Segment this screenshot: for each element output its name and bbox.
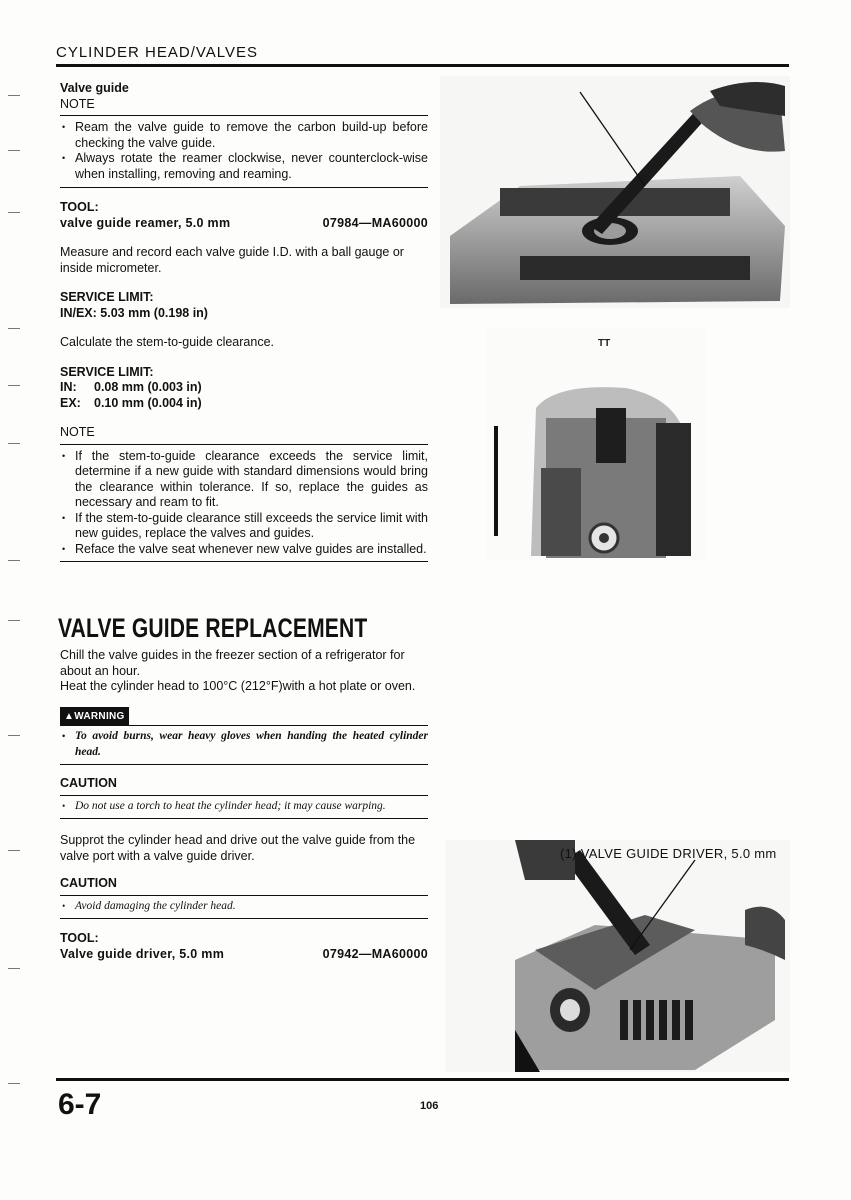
note2-item: • Reface the valve seat whenever new valve guides are installed.: [60, 542, 428, 558]
heat-text: Heat the cylinder head to 100°C (212°F)with a hot plate or oven.: [60, 679, 416, 693]
ex-limit-row: [60, 396, 428, 412]
scan-mark: [8, 150, 20, 151]
scan-mark: [8, 850, 20, 851]
note2-rule-top: [60, 444, 428, 445]
note2-item: • If the stem-to-guide clearance exceeds the service limit, determine if a new guide with standard dimensions would bring the clearance within tolerance. If so, replace the guides as necessary and ream to fit.: [60, 449, 428, 511]
service-limit2-label: SERVICE LIMIT:: [60, 364, 154, 379]
caution1-rule-bottom: [60, 818, 428, 819]
note-rule-bottom: [60, 187, 428, 188]
tool2-row: [60, 947, 428, 963]
note-rule-top: [60, 115, 428, 116]
scan-mark: [8, 968, 20, 969]
scan-mark: [8, 1083, 20, 1084]
note2-list: [60, 449, 428, 558]
valve-guide-section: [60, 81, 428, 562]
sheet-number: 106: [420, 1100, 439, 1112]
warning-triangle-icon: ▲: [64, 710, 75, 722]
scan-mark: [8, 443, 20, 444]
note-label: NOTE: [60, 96, 95, 111]
caution1-label: CAUTION: [60, 776, 117, 790]
caution1-rule-top: [60, 795, 428, 796]
section-title: CYLINDER HEAD/VALVES: [56, 44, 258, 61]
scan-mark: [8, 620, 20, 621]
measure-text: Measure and record each valve guide I.D. with a ball gauge or inside micrometer.: [60, 245, 404, 275]
figure3-driver-photo: [445, 840, 790, 1072]
warning-rule-bottom: [60, 764, 428, 765]
note2-label: NOTE: [60, 425, 95, 439]
tool-number: 07984—MA60000: [322, 215, 428, 230]
scan-mark: [8, 385, 20, 386]
support-text: Supprot the cylinder head and drive out the valve guide from the valve port with a valve guide driver.: [60, 833, 416, 863]
ex-value: 0.10 mm (0.004 in): [94, 395, 202, 410]
header-rule: [56, 64, 789, 67]
in-label: IN:: [60, 380, 77, 394]
in-limit-row: [60, 380, 428, 396]
tool-row: [60, 216, 428, 232]
tool2-name: Valve guide driver, 5.0 mm: [60, 946, 225, 961]
in-value: 0.08 mm (0.003 in): [94, 380, 202, 394]
scan-mark: [8, 212, 20, 213]
figure2-measurement-photo: [486, 328, 706, 560]
note-list: [60, 120, 428, 182]
replacement-section: [60, 648, 428, 962]
figure1-reamer-photo: [440, 76, 790, 308]
replacement-title: VALVE GUIDE REPLACEMENT: [58, 613, 368, 643]
calc-text: Calculate the stem-to-guide clearance.: [60, 335, 275, 349]
footer-rule: [56, 1078, 789, 1081]
warning-badge-label: WARNING: [74, 710, 125, 722]
chill-text: Chill the valve guides in the freezer section of a refrigerator for about an hour.: [60, 648, 405, 678]
figure3-label: (1) VALVE GUIDE DRIVER, 5.0 mm: [560, 846, 777, 861]
caution2-list: [60, 899, 428, 915]
warning-badge: [60, 707, 129, 726]
tool2-number: 07942—MA60000: [322, 946, 428, 961]
caution1-list: [60, 799, 428, 815]
caution1-text: • Do not use a torch to heat the cylinder head; it may cause warping.: [60, 799, 428, 815]
svg-text:TT: TT: [598, 338, 611, 349]
service-limit-label: SERVICE LIMIT:: [60, 290, 154, 304]
warning-list: [60, 729, 428, 760]
note2-item: • If the stem-to-guide clearance still exceeds the service limit with new guides, replace the valves and guides.: [60, 511, 428, 542]
caution2-text: • Avoid damaging the cylinder head.: [60, 899, 428, 915]
note-item: • Ream the valve guide to remove the carbon build-up before checking the valve guide.: [60, 120, 428, 151]
tool-label: TOOL:: [60, 200, 99, 214]
scan-mark: [8, 95, 20, 96]
service-limit-value: IN/EX: 5.03 mm (0.198 in): [60, 305, 208, 320]
warning-rule-top: [60, 725, 428, 726]
scan-mark: [8, 560, 20, 561]
valve-guide-heading: Valve guide: [60, 81, 129, 95]
caution2-rule-bottom: [60, 918, 428, 919]
scan-mark: [8, 328, 20, 329]
tool2-label: TOOL:: [60, 931, 99, 945]
caution2-label: CAUTION: [60, 876, 117, 890]
page-number: 6-7: [58, 1088, 102, 1121]
note2-rule-bottom: [60, 561, 428, 562]
tool-name: valve guide reamer, 5.0 mm: [60, 215, 231, 230]
note-item: • Always rotate the reamer clockwise, never counterclock-wise when installing, removing and reaming.: [60, 151, 428, 182]
warning-text: • To avoid burns, wear heavy gloves when handing the heated cylinder head.: [60, 729, 428, 760]
warning-header: [60, 707, 428, 726]
ex-label: EX:: [60, 395, 81, 410]
scan-mark: [8, 735, 20, 736]
caution2-rule-top: [60, 895, 428, 896]
